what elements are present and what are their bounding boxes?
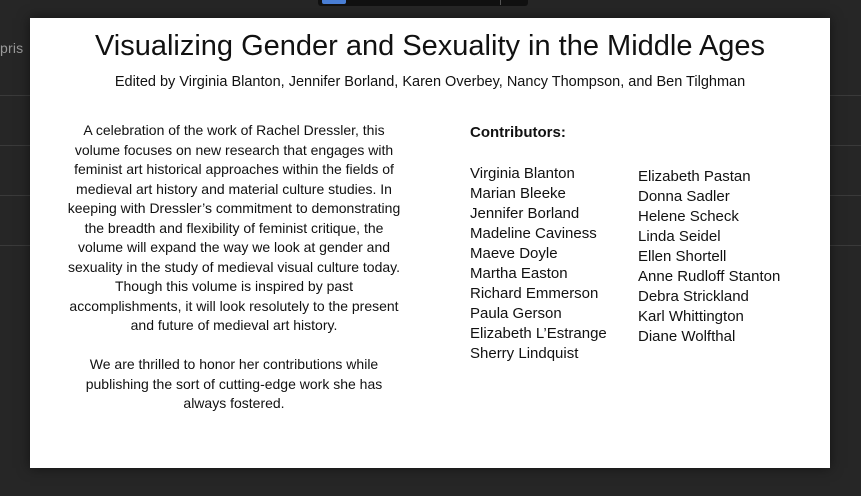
contributor-name: Elizabeth Pastan [638, 168, 751, 185]
editors-line: Edited by Virginia Blanton, Jennifer Borland, Karen Overbey, Nancy Thompson, and Ben Tilghman [114, 74, 746, 90]
contributor-name: Diane Wolfthal [638, 328, 736, 345]
contributors-heading: Contributors: [470, 124, 566, 141]
contributor-name: Paula Gerson [470, 305, 562, 322]
contributor-name: Debra Strickland [638, 288, 749, 305]
description-paragraph: A celebration of the work of Rachel Dressler, this volume focuses on new research that engages with feminist art historical approaches within the fields of medieval art history and material culture studies. In keeping with Dressler’s commitment to demonstrating the breadth and flexibility of feminist critique, the volume will expand the way we look at gender and sexuality in the study of medieval visual culture today. Though this volume is inspired by past accomplishments, it will look resolutely to the present and future of medieval art history. [67, 122, 401, 333]
description-paragraph: We are thrilled to honor her contributions while publishing the sort of cutting-edge work she has always fostered. [85, 356, 383, 411]
contributors-list-2 [638, 167, 780, 347]
contributor-name: Maeve Doyle [470, 245, 558, 262]
contributor-name: Sherry Lindquist [470, 345, 579, 362]
contributor-name: Richard Emmerson [470, 285, 599, 302]
contributor-name: Martha Easton [470, 265, 568, 282]
contributor-name: Linda Seidel [638, 228, 721, 245]
contributor-name: Helene Scheck [638, 208, 739, 225]
contributor-name: Elizabeth L’Estrange [470, 325, 607, 342]
contributor-name: Donna Sadler [638, 188, 730, 205]
book-description [64, 121, 404, 433]
book-info-modal [30, 18, 830, 468]
contributor-name: Ellen Shortell [638, 248, 727, 265]
top-toolbar [318, 0, 528, 6]
contributors-list-1 [470, 164, 607, 364]
toolbar-divider [500, 0, 501, 5]
contributor-name: Virginia Blanton [470, 165, 575, 182]
contributor-name: Madeline Caviness [470, 225, 597, 242]
contributor-name: Anne Rudloff Stanton [638, 268, 781, 285]
book-title: Visualizing Gender and Sexuality in the Middle Ages [94, 30, 766, 62]
contributor-name: Marian Bleeke [470, 185, 566, 202]
background-partial-text: pris [0, 40, 24, 56]
contributor-name: Karl Whittington [638, 308, 744, 325]
active-tab-indicator[interactable] [322, 0, 346, 4]
contributor-name: Jennifer Borland [470, 205, 580, 222]
